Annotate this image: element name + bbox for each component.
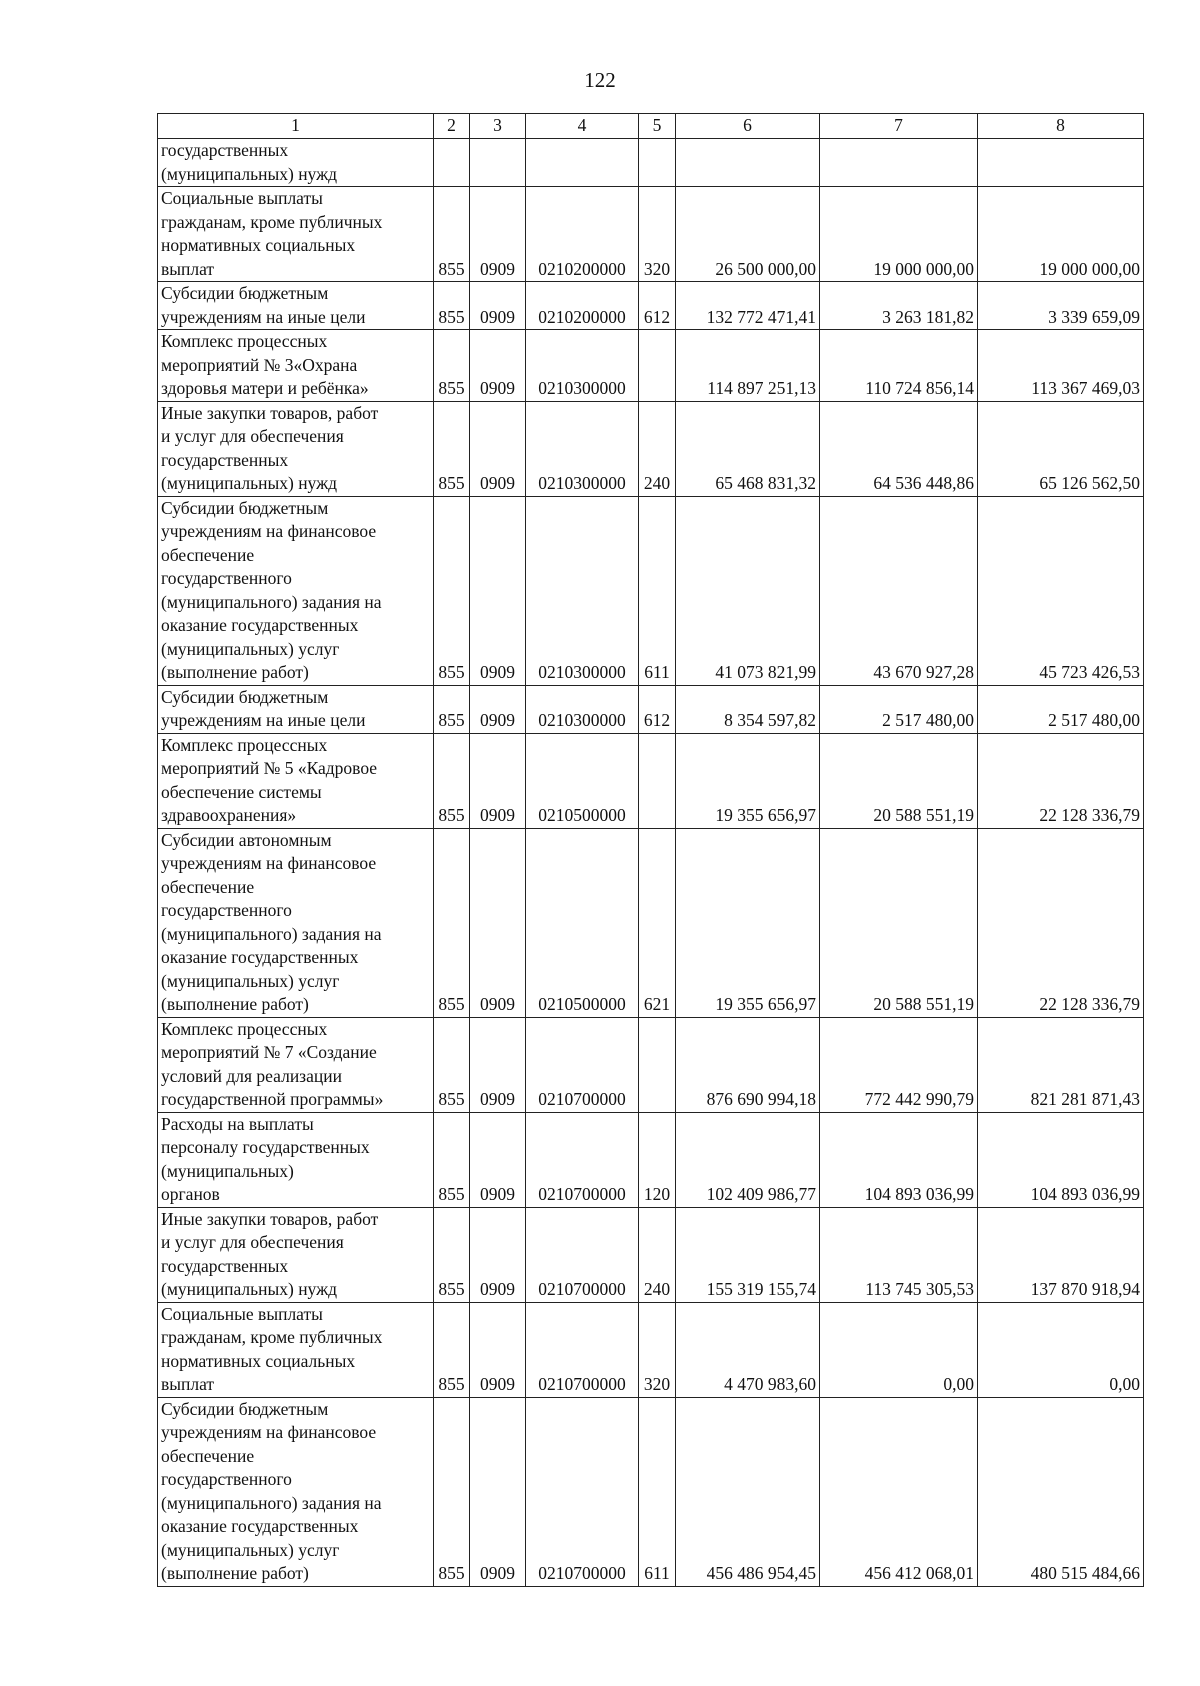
amount-col8-cell: 137 870 918,94 bbox=[978, 1207, 1144, 1302]
target-article-cell: 0210300000 bbox=[526, 685, 639, 733]
header-cell: 5 bbox=[639, 114, 676, 139]
amount-col6-cell: 65 468 831,32 bbox=[676, 401, 820, 496]
ministry-code-cell: 855 bbox=[434, 733, 470, 828]
ministry-code-cell: 855 bbox=[434, 496, 470, 685]
ministry-code-cell: 855 bbox=[434, 330, 470, 402]
page-number: 122 bbox=[584, 68, 616, 92]
amount-col7-cell: 456 412 068,01 bbox=[820, 1397, 978, 1586]
header-cell: 4 bbox=[526, 114, 639, 139]
expense-type-cell: 120 bbox=[639, 1112, 676, 1207]
header-row bbox=[158, 114, 1144, 139]
amount-col8-cell: 2 517 480,00 bbox=[978, 685, 1144, 733]
item-name-cell: Субсидии автономным учреждениям на финансовое обеспечение государственного (муниципального) задания на оказание государственных (муниципальных) услуг (выполнение работ) bbox=[158, 828, 434, 1017]
amount-col7-cell: 20 588 551,19 bbox=[820, 733, 978, 828]
table-row bbox=[158, 187, 1144, 282]
header-cell: 1 bbox=[158, 114, 434, 139]
header-cell: 3 bbox=[470, 114, 526, 139]
amount-col6-cell: 102 409 986,77 bbox=[676, 1112, 820, 1207]
amount-col6-cell: 19 355 656,97 bbox=[676, 828, 820, 1017]
item-name-cell: Комплекс процессных мероприятий № 3«Охрана здоровья матери и ребёнка» bbox=[158, 330, 434, 402]
item-name-cell: Субсидии бюджетным учреждениям на финансовое обеспечение государственного (муниципального) задания на оказание государственных (муниципальных) услуг (выполнение работ) bbox=[158, 496, 434, 685]
table-body bbox=[158, 139, 1144, 1587]
ministry-code-cell: 855 bbox=[434, 1112, 470, 1207]
expense-type-cell bbox=[639, 139, 676, 187]
target-article-cell: 0210500000 bbox=[526, 828, 639, 1017]
amount-col6-cell: 4 470 983,60 bbox=[676, 1302, 820, 1397]
amount-col6-cell: 41 073 821,99 bbox=[676, 496, 820, 685]
amount-col6-cell: 114 897 251,13 bbox=[676, 330, 820, 402]
item-name-cell: Субсидии бюджетным учреждениям на иные цели bbox=[158, 282, 434, 330]
target-article-cell: 0210700000 bbox=[526, 1112, 639, 1207]
target-article-cell: 0210700000 bbox=[526, 1397, 639, 1586]
amount-col7-cell bbox=[820, 139, 978, 187]
section-code-cell: 0909 bbox=[470, 282, 526, 330]
ministry-code-cell: 855 bbox=[434, 401, 470, 496]
item-name-cell: Иные закупки товаров, работ и услуг для обеспечения государственных (муниципальных) нужд bbox=[158, 1207, 434, 1302]
header-cell: 8 bbox=[978, 114, 1144, 139]
amount-col6-cell: 8 354 597,82 bbox=[676, 685, 820, 733]
header-cell: 7 bbox=[820, 114, 978, 139]
target-article-cell: 0210200000 bbox=[526, 187, 639, 282]
ministry-code-cell: 855 bbox=[434, 282, 470, 330]
expense-type-cell: 320 bbox=[639, 1302, 676, 1397]
amount-col6-cell: 26 500 000,00 bbox=[676, 187, 820, 282]
expense-type-cell: 320 bbox=[639, 187, 676, 282]
amount-col7-cell: 2 517 480,00 bbox=[820, 685, 978, 733]
ministry-code-cell: 855 bbox=[434, 1017, 470, 1112]
section-code-cell: 0909 bbox=[470, 330, 526, 402]
item-name-cell: Социальные выплаты гражданам, кроме публичных нормативных социальных выплат bbox=[158, 1302, 434, 1397]
section-code-cell: 0909 bbox=[470, 187, 526, 282]
amount-col7-cell: 0,00 bbox=[820, 1302, 978, 1397]
amount-col7-cell: 113 745 305,53 bbox=[820, 1207, 978, 1302]
item-name-cell: Комплекс процессных мероприятий № 7 «Создание условий для реализации государственной программы» bbox=[158, 1017, 434, 1112]
target-article-cell: 0210200000 bbox=[526, 282, 639, 330]
section-code-cell: 0909 bbox=[470, 685, 526, 733]
target-article-cell: 0210300000 bbox=[526, 496, 639, 685]
amount-col7-cell: 20 588 551,19 bbox=[820, 828, 978, 1017]
target-article-cell bbox=[526, 139, 639, 187]
item-name-cell: Субсидии бюджетным учреждениям на иные цели bbox=[158, 685, 434, 733]
ministry-code-cell: 855 bbox=[434, 187, 470, 282]
table-row bbox=[158, 733, 1144, 828]
expense-type-cell: 240 bbox=[639, 1207, 676, 1302]
amount-col8-cell: 113 367 469,03 bbox=[978, 330, 1144, 402]
budget-table bbox=[157, 113, 1144, 1587]
amount-col7-cell: 43 670 927,28 bbox=[820, 496, 978, 685]
item-name-cell: Комплекс процессных мероприятий № 5 «Кадровое обеспечение системы здравоохранения» bbox=[158, 733, 434, 828]
amount-col8-cell: 45 723 426,53 bbox=[978, 496, 1144, 685]
amount-col8-cell: 3 339 659,09 bbox=[978, 282, 1144, 330]
target-article-cell: 0210300000 bbox=[526, 401, 639, 496]
amount-col7-cell: 64 536 448,86 bbox=[820, 401, 978, 496]
expense-type-cell: 240 bbox=[639, 401, 676, 496]
expense-type-cell: 612 bbox=[639, 685, 676, 733]
amount-col6-cell bbox=[676, 139, 820, 187]
table-row bbox=[158, 1302, 1144, 1397]
amount-col7-cell: 104 893 036,99 bbox=[820, 1112, 978, 1207]
ministry-code-cell: 855 bbox=[434, 828, 470, 1017]
ministry-code-cell: 855 bbox=[434, 685, 470, 733]
amount-col8-cell: 821 281 871,43 bbox=[978, 1017, 1144, 1112]
amount-col6-cell: 19 355 656,97 bbox=[676, 733, 820, 828]
amount-col6-cell: 155 319 155,74 bbox=[676, 1207, 820, 1302]
section-code-cell: 0909 bbox=[470, 828, 526, 1017]
amount-col7-cell: 19 000 000,00 bbox=[820, 187, 978, 282]
section-code-cell: 0909 bbox=[470, 1397, 526, 1586]
table-row bbox=[158, 1112, 1144, 1207]
amount-col8-cell: 480 515 484,66 bbox=[978, 1397, 1144, 1586]
expense-type-cell: 612 bbox=[639, 282, 676, 330]
amount-col7-cell: 772 442 990,79 bbox=[820, 1017, 978, 1112]
ministry-code-cell: 855 bbox=[434, 1207, 470, 1302]
expense-type-cell: 611 bbox=[639, 496, 676, 685]
item-name-cell: Расходы на выплаты персоналу государственных (муниципальных) органов bbox=[158, 1112, 434, 1207]
header-cell: 6 bbox=[676, 114, 820, 139]
section-code-cell: 0909 bbox=[470, 496, 526, 685]
expense-type-cell bbox=[639, 330, 676, 402]
amount-col8-cell: 65 126 562,50 bbox=[978, 401, 1144, 496]
target-article-cell: 0210700000 bbox=[526, 1207, 639, 1302]
item-name-cell: Субсидии бюджетным учреждениям на финансовое обеспечение государственного (муниципального) задания на оказание государственных (муниципальных) услуг (выполнение работ) bbox=[158, 1397, 434, 1586]
amount-col6-cell: 132 772 471,41 bbox=[676, 282, 820, 330]
table-row bbox=[158, 685, 1144, 733]
table-row bbox=[158, 1017, 1144, 1112]
section-code-cell: 0909 bbox=[470, 1302, 526, 1397]
amount-col8-cell: 22 128 336,79 bbox=[978, 733, 1144, 828]
header-cell: 2 bbox=[434, 114, 470, 139]
section-code-cell bbox=[470, 139, 526, 187]
expense-type-cell: 611 bbox=[639, 1397, 676, 1586]
target-article-cell: 0210300000 bbox=[526, 330, 639, 402]
table-row bbox=[158, 1397, 1144, 1586]
section-code-cell: 0909 bbox=[470, 401, 526, 496]
table-row bbox=[158, 1207, 1144, 1302]
item-name-cell: Иные закупки товаров, работ и услуг для обеспечения государственных (муниципальных) нужд bbox=[158, 401, 434, 496]
ministry-code-cell: 855 bbox=[434, 1302, 470, 1397]
table-row bbox=[158, 139, 1144, 187]
table-row bbox=[158, 330, 1144, 402]
table-row bbox=[158, 401, 1144, 496]
target-article-cell: 0210700000 bbox=[526, 1017, 639, 1112]
table-row bbox=[158, 828, 1144, 1017]
item-name-cell: государственных (муниципальных) нужд bbox=[158, 139, 434, 187]
amount-col7-cell: 3 263 181,82 bbox=[820, 282, 978, 330]
expense-type-cell bbox=[639, 1017, 676, 1112]
table-row bbox=[158, 496, 1144, 685]
section-code-cell: 0909 bbox=[470, 1112, 526, 1207]
amount-col6-cell: 876 690 994,18 bbox=[676, 1017, 820, 1112]
section-code-cell: 0909 bbox=[470, 733, 526, 828]
table-row bbox=[158, 282, 1144, 330]
expense-type-cell: 621 bbox=[639, 828, 676, 1017]
target-article-cell: 0210700000 bbox=[526, 1302, 639, 1397]
item-name-cell: Социальные выплаты гражданам, кроме публичных нормативных социальных выплат bbox=[158, 187, 434, 282]
amount-col8-cell: 19 000 000,00 bbox=[978, 187, 1144, 282]
section-code-cell: 0909 bbox=[470, 1017, 526, 1112]
target-article-cell: 0210500000 bbox=[526, 733, 639, 828]
amount-col8-cell: 0,00 bbox=[978, 1302, 1144, 1397]
amount-col6-cell: 456 486 954,45 bbox=[676, 1397, 820, 1586]
amount-col8-cell: 22 128 336,79 bbox=[978, 828, 1144, 1017]
section-code-cell: 0909 bbox=[470, 1207, 526, 1302]
amount-col7-cell: 110 724 856,14 bbox=[820, 330, 978, 402]
ministry-code-cell: 855 bbox=[434, 1397, 470, 1586]
amount-col8-cell: 104 893 036,99 bbox=[978, 1112, 1144, 1207]
amount-col8-cell bbox=[978, 139, 1144, 187]
expense-type-cell bbox=[639, 733, 676, 828]
ministry-code-cell bbox=[434, 139, 470, 187]
